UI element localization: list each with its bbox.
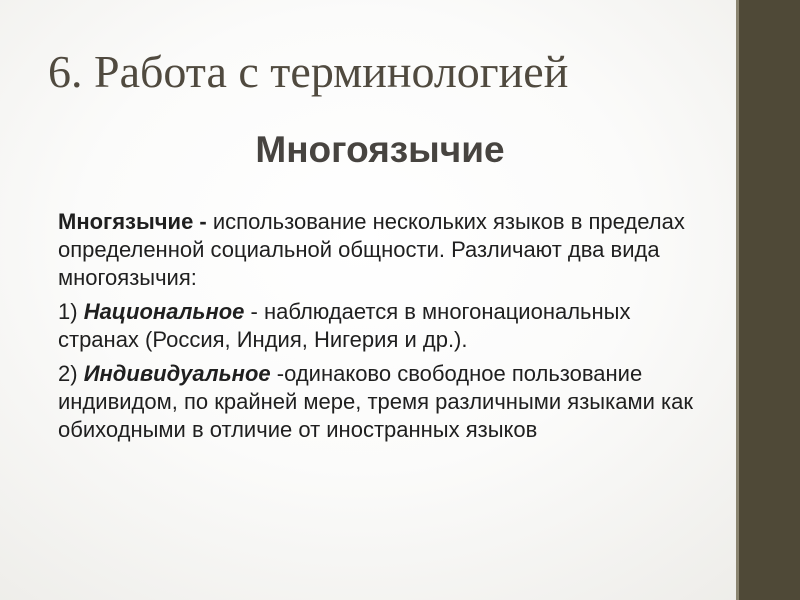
list-item-text: - наблюдается в многонациональных странах (Россия, Индия, Нигерия и др.). bbox=[58, 299, 631, 352]
definition-term: Многязычие - bbox=[58, 209, 207, 234]
list-item-number: 2) bbox=[58, 361, 84, 386]
list-item-term: Индивидуальное bbox=[83, 361, 271, 386]
list-item-individual bbox=[58, 360, 698, 444]
list-item-text: -одинаково свободное пользование индивидом, по крайней мере, тремя различными языками как обиходными в отличие от иностранных языков bbox=[58, 361, 693, 442]
list-item-national bbox=[58, 298, 698, 354]
slide-title: 6. Работа с терминологией bbox=[48, 46, 569, 97]
slide-subtitle: Многоязычие bbox=[255, 129, 505, 170]
definition-text: использование нескольких языков в пределах определенной социальной общности. Различают два вида многоязычия: bbox=[58, 209, 685, 290]
list-item-number: 1) bbox=[58, 299, 84, 324]
list-item-term: Национальное bbox=[83, 299, 245, 324]
side-stripe bbox=[739, 0, 800, 600]
definition-paragraph bbox=[58, 208, 698, 292]
slide-body bbox=[58, 208, 698, 450]
